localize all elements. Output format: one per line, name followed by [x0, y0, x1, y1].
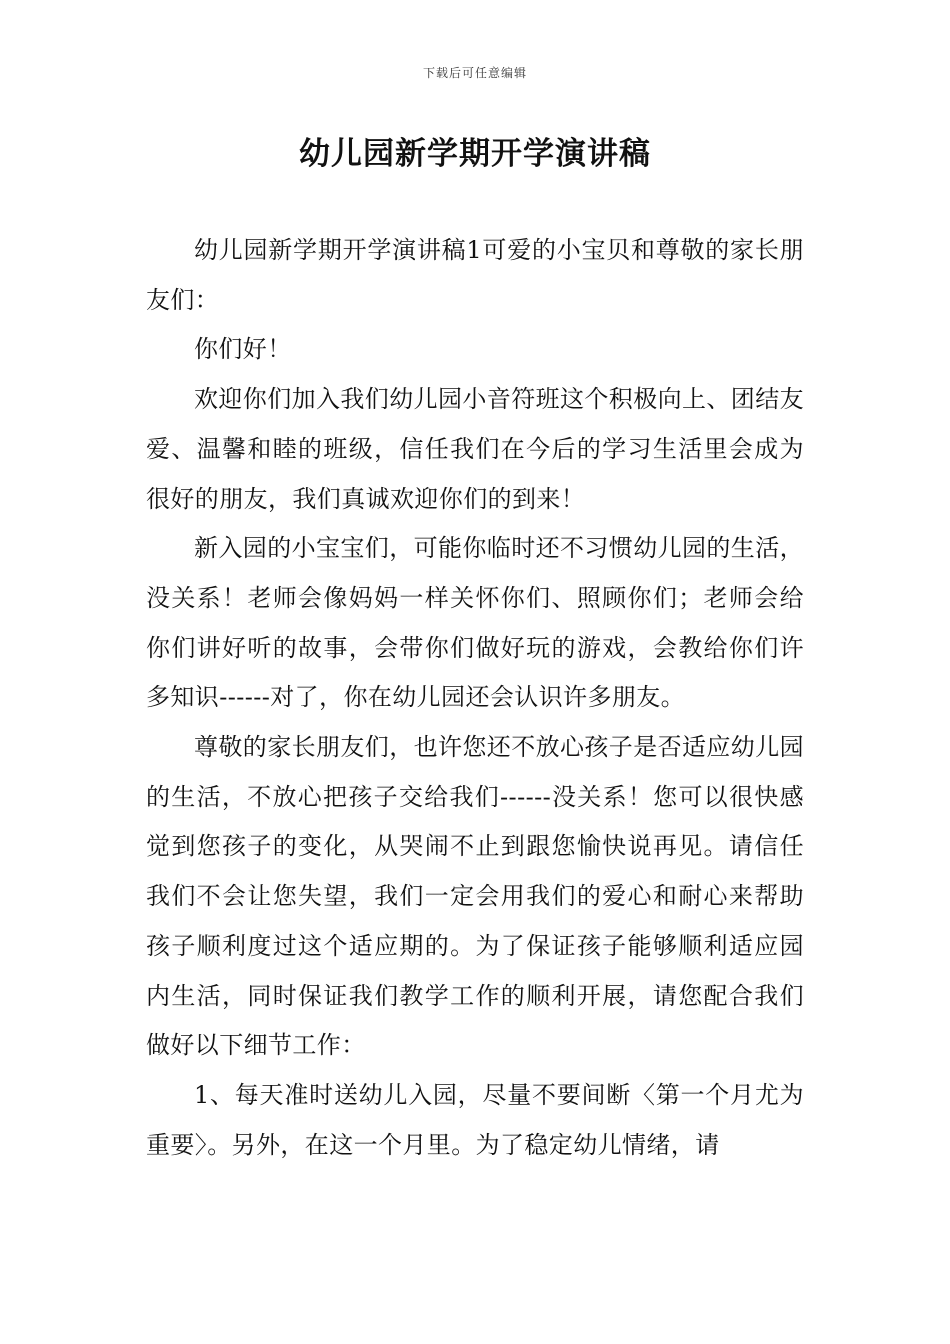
paragraph-children: 新入园的小宝宝们，可能你临时还不习惯幼儿园的生活，没关系！老师会像妈妈一样关怀你们、照顾你们；老师会给你们讲好听的故事，会带你们做好玩的游戏，会教给你们许多知识------对了，你在幼儿园还会认识许多朋友。 — [146, 534, 804, 712]
document-body — [146, 226, 804, 1170]
paragraph-greeting: 幼儿园新学期开学演讲稿1可爱的小宝贝和尊敬的家长朋友们： — [146, 236, 804, 314]
document-title: 幼儿园新学期开学演讲稿 — [299, 136, 651, 172]
header-note: 下载后可任意编辑 — [422, 66, 527, 80]
paragraph-hello: 你们好！ — [194, 335, 292, 364]
paragraph-welcome: 欢迎你们加入我们幼儿园小音符班这个积极向上、团结友爱、温馨和睦的班级，信任我们在今后的学习生活里会成为很好的朋友，我们真诚欢迎你们的到来！ — [146, 385, 804, 513]
paragraph-parents: 尊敬的家长朋友们，也许您还不放心孩子是否适应幼儿园的生活，不放心把孩子交给我们------没关系！您可以很快感觉到您孩子的变化，从哭闹不止到跟您愉快说再见。请信任我们不会让您失望，我们一定会用我们的爱心和耐心来帮助孩子顺利度过这个适应期的。为了保证孩子能够顺利适应园内生活，同时保证我们教学工作的顺利开展，请您配合我们做好以下细节工作： — [146, 733, 804, 1060]
paragraph-item-1: 1、每天准时送幼儿入园，尽量不要间断〈第一个月尤为重要〉。另外，在这一个月里。为了稳定幼儿情绪，请 — [146, 1080, 804, 1159]
